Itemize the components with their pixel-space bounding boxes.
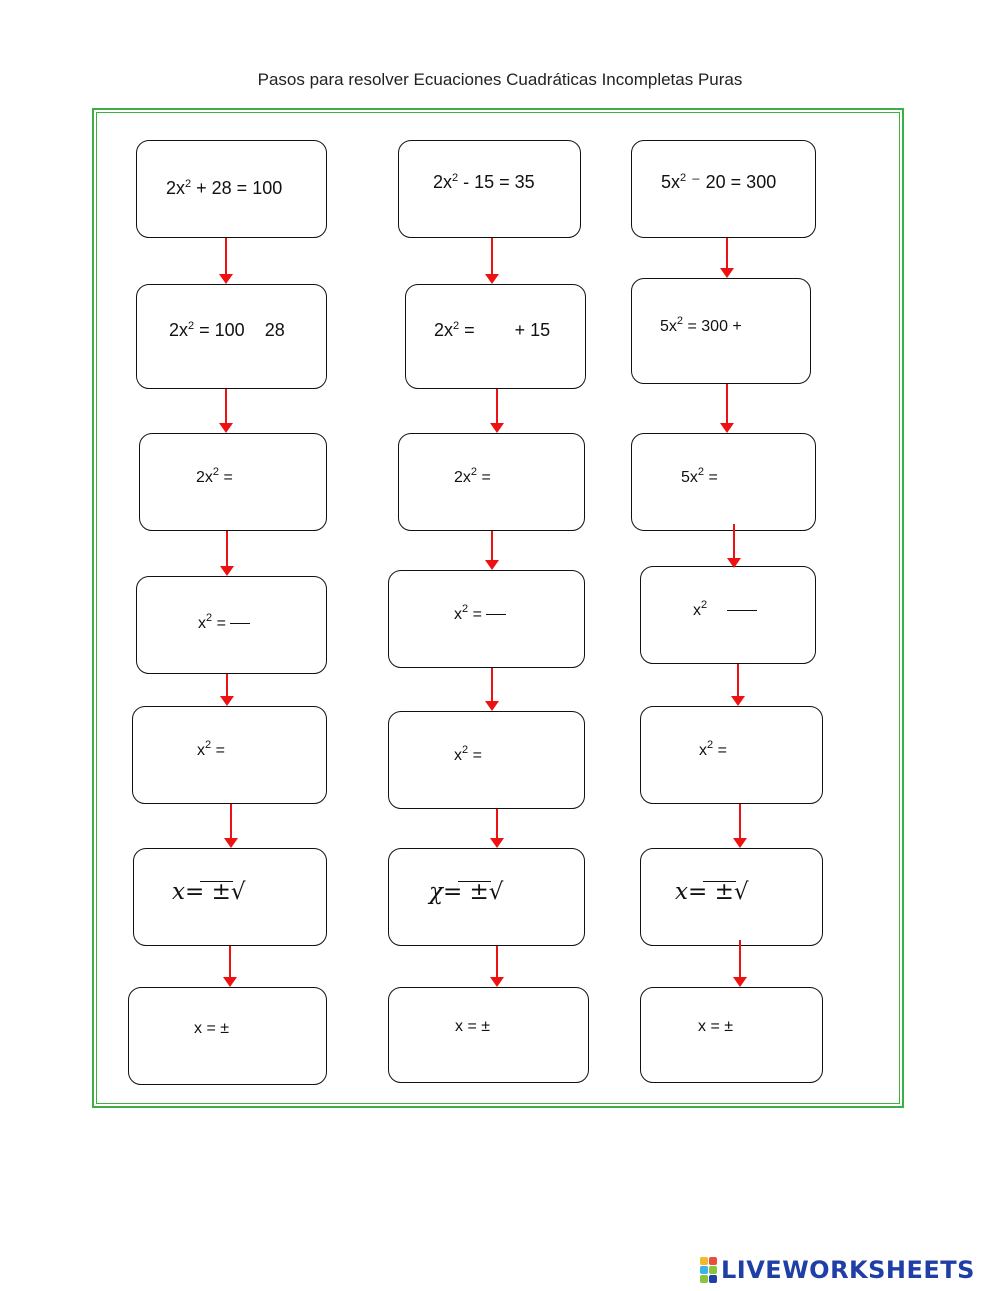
page-title: Pasos para resolver Ecuaciones Cuadráticas Incompletas Puras [257, 70, 743, 89]
box-col2-step2 [405, 284, 586, 389]
term: x [454, 606, 462, 623]
exponent: 2 [185, 178, 192, 190]
equation-rest: ⁻ 20 = 300 [686, 172, 777, 192]
arrow-down-icon [220, 674, 234, 706]
exponent: 2 [452, 172, 459, 184]
arrow-down-icon [485, 668, 499, 711]
arrow-down-icon [219, 238, 233, 284]
exponent: 2 [212, 466, 220, 478]
exponent: 2 [676, 315, 684, 327]
arrow-down-icon [720, 384, 734, 433]
equation-rest: = + 15 [459, 320, 551, 340]
exponent: 2 [697, 466, 705, 478]
logo-mark-icon [700, 1257, 717, 1283]
final-answer: x = ± [698, 1018, 734, 1035]
term: 2x [169, 320, 189, 340]
equation-rest: = [468, 747, 482, 764]
arrow-down-icon [731, 664, 745, 706]
box-col2-step4 [388, 570, 585, 668]
box-col3-step5 [640, 706, 823, 804]
exponent: 2 [462, 603, 469, 615]
term: x [198, 615, 206, 632]
term: 2x [454, 469, 471, 486]
exponent: 2 [453, 320, 460, 332]
equation-rest: = [713, 742, 727, 759]
arrow-down-icon [223, 946, 237, 987]
box-col3-step2 [631, 278, 811, 384]
equation-rest: = [211, 742, 225, 759]
variable: χ [429, 879, 443, 905]
liveworksheets-logo [700, 1256, 975, 1284]
term: 5x [681, 469, 698, 486]
term: 5x [661, 172, 681, 192]
equation-rest: = 100 28 [194, 320, 285, 340]
term: 2x [434, 320, 454, 340]
term: x [454, 747, 462, 764]
exponent: 2 [701, 599, 708, 611]
arrow-down-icon [490, 389, 504, 433]
exponent: 2 [205, 739, 212, 751]
fraction-bar [486, 614, 506, 615]
equation-rest: = 300 + [683, 318, 742, 335]
term: 2x [166, 178, 186, 198]
box-col1-step4 [136, 576, 327, 674]
box-col1-root [133, 848, 327, 946]
equation-rest: = [212, 615, 226, 632]
box-col3-step3 [631, 433, 816, 531]
arrow-down-icon [224, 804, 238, 848]
term: 2x [196, 469, 213, 486]
square-root: = ±√ [184, 879, 246, 905]
arrow-down-icon [490, 946, 504, 987]
term: x [197, 742, 205, 759]
box-col2-final [388, 987, 589, 1083]
exponent: 2 [470, 466, 478, 478]
box-col2-start [398, 140, 581, 238]
term: x [693, 602, 701, 619]
box-col3-step4 [640, 566, 816, 664]
equation-rest: = [468, 606, 482, 623]
exponent: 2 [707, 739, 714, 751]
exponent: 2 [462, 744, 469, 756]
box-col1-step3 [139, 433, 327, 531]
fraction-bar [230, 623, 250, 624]
arrow-down-icon [727, 524, 741, 568]
exponent: 2 [188, 320, 195, 332]
equation-rest: = [477, 469, 491, 486]
box-col3-root [640, 848, 823, 946]
arrow-down-icon [220, 531, 234, 576]
term: 2x [433, 172, 453, 192]
final-answer: x = ± [455, 1018, 491, 1035]
fraction-bar [727, 610, 757, 611]
box-col1-step2 [136, 284, 327, 389]
term: 5x [660, 318, 677, 335]
box-col1-step5 [132, 706, 327, 804]
arrow-down-icon [485, 238, 499, 284]
exponent: 2 [206, 612, 213, 624]
arrow-down-icon [485, 531, 499, 570]
arrow-down-icon [733, 940, 747, 987]
equation-rest: - 15 = 35 [458, 172, 535, 192]
box-col2-step3 [398, 433, 585, 531]
arrow-down-icon [733, 804, 747, 848]
arrow-down-icon [490, 809, 504, 848]
square-root: = ±√ [442, 879, 504, 905]
equation-rest: = [219, 469, 233, 486]
arrow-down-icon [720, 238, 734, 278]
equation-rest: + 28 = 100 [191, 178, 283, 198]
square-root: = ±√ [687, 879, 749, 905]
box-col3-start [631, 140, 816, 238]
box-col1-final [128, 987, 327, 1085]
box-col2-step5 [388, 711, 585, 809]
logo-text: LIVEWORKSHEETS [721, 1256, 975, 1284]
final-answer: x = ± [194, 1020, 230, 1037]
variable: x [675, 879, 688, 905]
equation-rest: = [704, 469, 718, 486]
box-col2-root [388, 848, 585, 946]
term: x [699, 742, 707, 759]
box-col1-start [136, 140, 327, 238]
arrow-down-icon [219, 389, 233, 433]
variable: x [172, 879, 185, 905]
box-col3-final [640, 987, 823, 1083]
exponent: 2 [680, 172, 687, 184]
